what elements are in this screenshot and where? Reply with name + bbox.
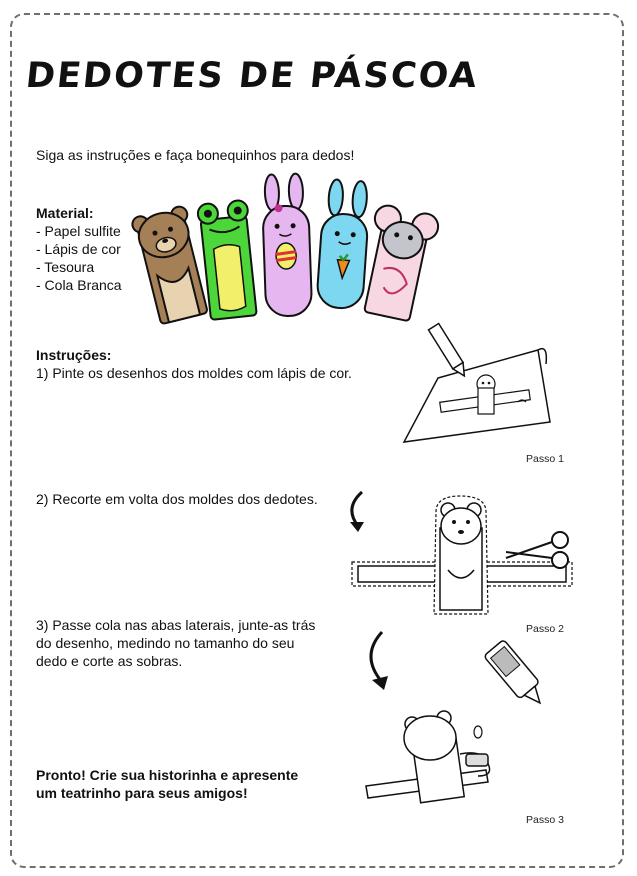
material-item: - Cola Branca [36,277,122,293]
passo2-caption: Passo 2 [526,623,564,635]
intro-text: Siga as instruções e faça bonequinhos para dedos! [36,147,355,163]
passo1-caption: Passo 1 [526,453,564,465]
final-line: Pronto! Crie sua historinha e apresente [36,767,299,783]
blue-bunny-puppet [316,179,371,310]
page-title: DEDOTES DE PÁSCOA [23,56,481,96]
step2-illustration [346,488,576,618]
material-item: - Papel sulfite [36,223,121,239]
material-list [36,222,122,294]
pencil-icon [428,324,469,380]
material-item: - Lápis de cor [36,241,121,257]
material-section [36,204,122,294]
passo3-caption: Passo 3 [526,814,564,826]
step3-line: 3) Passe cola nas abas laterais, junte-as trás [36,617,316,633]
glue-bottle-icon [484,639,550,711]
material-heading: Material: [36,205,94,221]
step1-text: 1) Pinte os desenhos dos moldes com lápis de cor. [36,365,352,381]
final-message [36,766,298,802]
curved-arrow-icon [371,632,388,690]
instructions-heading: Instruções: [36,347,112,363]
mouse-puppet [355,203,440,323]
step3-illustration [356,626,556,806]
pink-bunny-puppet [261,173,312,317]
step3-line: do desenho, medindo no tamanho do seu [36,635,295,651]
curved-arrow-icon [350,492,364,532]
step3-line: dedo e corte as sobras. [36,653,183,669]
finger-puppets-illustration [128,172,428,324]
bear-puppet [131,205,212,325]
step3-text [36,616,315,670]
material-item: - Tesoura [36,259,95,275]
final-line: um teatrinho para seus amigos! [36,785,248,801]
step1-illustration [400,318,560,448]
step2-text: 2) Recorte em volta dos moldes dos dedotes. [36,491,318,507]
